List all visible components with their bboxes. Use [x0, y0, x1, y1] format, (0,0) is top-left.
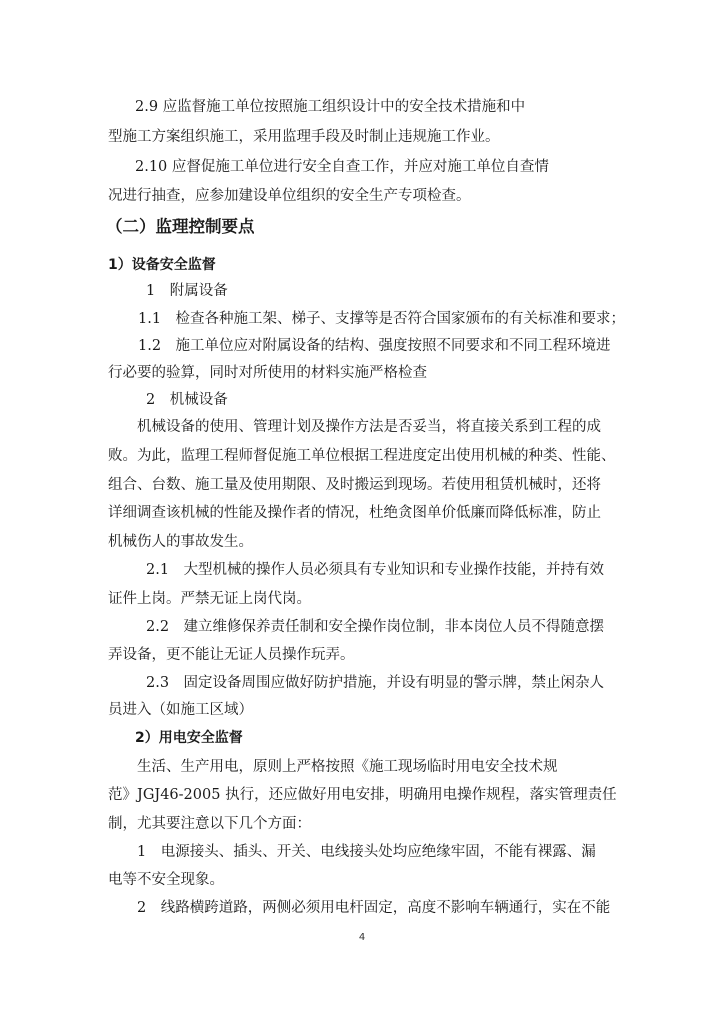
section-heading: （二）监理控制要点 [106, 217, 255, 236]
para-line: 详细调查该机械的性能及操作者的情况，杜绝贪图单价低廉而降低标准，防止 [108, 505, 601, 521]
para-line: 2.1 大型机械的操作人员必须具有专业知识和专业操作技能，并持有效 [146, 562, 605, 578]
para-line: 机械设备的使用、管理计划及操作方法是否妥当，将直接关系到工程的成 [137, 419, 601, 435]
para-line: 机械伤人的事故发生。 [108, 534, 253, 550]
para-line: 电等不安全现象。 [108, 872, 224, 888]
para-line: 2 线路横跨道路，两侧必须用电杆固定，高度不影响车辆通行，实在不能 [137, 900, 611, 916]
para-line: 员进入（如施工区域） [108, 702, 253, 718]
para-line: 2.3 固定设备周围应做好防护措施，并设有明显的警示牌，禁止闲杂人 [146, 675, 605, 691]
para-line: 2.9 应监督施工单位按照施工组织设计中的安全技术措施和中 [135, 99, 526, 115]
para-line: 证件上岗。严禁无证上岗代岗。 [108, 591, 311, 607]
para-line: 1.2 施工单位应对附属设备的结构、强度按照不同要求和不同工程环境进 [138, 338, 611, 354]
para-line: 范》JGJ46-2005 执行，还应做好用电安排，明确用电操作规程，落实管理责任 [108, 787, 617, 803]
para-line: 2.10 应督促施工单位进行安全自查工作，并应对施工单位自查情 [135, 159, 549, 175]
page-number: 4 [358, 932, 366, 943]
para-line: 2.2 建立维修保养责任制和安全操作岗位制，非本岗位人员不得随意摆 [146, 619, 605, 635]
para-line: 败。为此，监理工程师督促施工单位根据工程进度定出使用机械的种类、性能、 [108, 448, 616, 464]
para-line: 生活、生产用电，原则上严格按照《施工现场临时用电安全技术规 [137, 759, 558, 775]
para-line: 况进行抽查，应参加建设单位组织的安全生产专项检查。 [108, 188, 471, 204]
para-line: 1 电源接头、插头、开关、电线接头处均应绝缘牢固，不能有裸露、漏 [137, 844, 596, 860]
para-line: 制，尤其要注意以下几个方面： [108, 816, 311, 832]
item-heading: 1 附属设备 [146, 283, 228, 299]
para-line: 组合、台数、施工量及使用期限、及时搬运到现场。若使用租赁机械时，还将 [108, 477, 601, 493]
item-heading: 2 机械设备 [146, 392, 228, 408]
para-line: 型施工方案组织施工，采用监理手段及时制止违规施工作业。 [108, 129, 500, 145]
para-line: 行必要的验算，同时对所使用的材料实施严格检查 [108, 365, 427, 381]
para-line: 1.1 检查各种施工架、梯子、支撑等是否符合国家颁布的有关标准和要求； [138, 311, 626, 327]
para-line: 弄设备，更不能让无证人员操作玩弄。 [108, 647, 355, 663]
subsection-heading: 1）设备安全监督 [108, 257, 216, 273]
subsection-heading: 2）用电安全监督 [135, 730, 243, 746]
